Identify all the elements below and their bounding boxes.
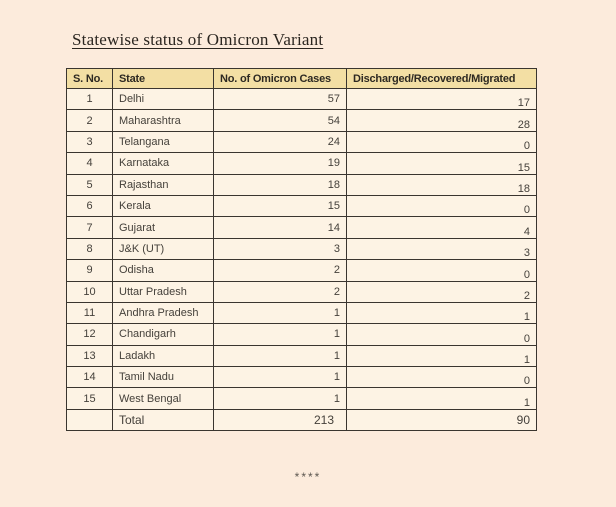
table-row	[67, 281, 537, 302]
cell-discharged: 1	[347, 302, 537, 323]
table-row	[67, 238, 537, 259]
table-row	[67, 388, 537, 409]
cell-discharged: 90	[347, 409, 537, 430]
cell-state: Odisha	[113, 260, 214, 281]
column-header-sno: S. No.	[67, 69, 113, 89]
cell-sno	[67, 409, 113, 430]
cell-state: Karnataka	[113, 153, 214, 174]
cell-sno: 5	[67, 174, 113, 195]
cell-discharged: 18	[347, 174, 537, 195]
cell-sno: 11	[67, 302, 113, 323]
table-row	[67, 345, 537, 366]
cell-state: Chandigarh	[113, 324, 214, 345]
cell-cases: 24	[214, 131, 347, 152]
cell-state: Gujarat	[113, 217, 214, 238]
footer-marks: ****	[294, 470, 322, 484]
cell-state: Andhra Pradesh	[113, 302, 214, 323]
cell-cases: 57	[214, 89, 347, 110]
cell-discharged: 0	[347, 131, 537, 152]
table-row	[67, 89, 537, 110]
cell-state: J&K (UT)	[113, 238, 214, 259]
cell-sno: 4	[67, 153, 113, 174]
column-header-discharged: Discharged/Recovered/Migrated	[347, 69, 537, 89]
table-row	[67, 324, 537, 345]
table-row	[67, 131, 537, 152]
cell-state: Kerala	[113, 195, 214, 216]
table-row	[67, 195, 537, 216]
cell-state: Maharashtra	[113, 110, 214, 131]
cell-cases: 18	[214, 174, 347, 195]
cell-cases: 1	[214, 324, 347, 345]
table-total-row	[67, 409, 537, 430]
cell-sno: 8	[67, 238, 113, 259]
cell-state: Uttar Pradesh	[113, 281, 214, 302]
cell-sno: 10	[67, 281, 113, 302]
cell-sno: 2	[67, 110, 113, 131]
cell-cases: 2	[214, 281, 347, 302]
table-header-row	[67, 69, 537, 89]
cell-cases: 15	[214, 195, 347, 216]
cell-discharged: 1	[347, 388, 537, 409]
cell-discharged: 0	[347, 367, 537, 388]
cell-discharged: 0	[347, 260, 537, 281]
omicron-status-table	[66, 68, 537, 431]
cell-cases: 1	[214, 302, 347, 323]
page-title: Statewise status of Omicron Variant	[72, 30, 324, 49]
cell-sno: 9	[67, 260, 113, 281]
cell-state: Rajasthan	[113, 174, 214, 195]
cell-sno: 6	[67, 195, 113, 216]
cell-sno: 7	[67, 217, 113, 238]
cell-cases: 19	[214, 153, 347, 174]
table-row	[67, 153, 537, 174]
cell-sno: 12	[67, 324, 113, 345]
cell-discharged: 2	[347, 281, 537, 302]
table-body	[67, 89, 537, 431]
cell-cases: 1	[214, 388, 347, 409]
cell-state: Tamil Nadu	[113, 367, 214, 388]
table-row	[67, 174, 537, 195]
cell-sno: 15	[67, 388, 113, 409]
table-header	[67, 69, 537, 89]
cell-state: Ladakh	[113, 345, 214, 366]
cell-cases: 14	[214, 217, 347, 238]
cell-cases: 3	[214, 238, 347, 259]
cell-sno: 3	[67, 131, 113, 152]
cell-discharged: 17	[347, 89, 537, 110]
cell-state: West Bengal	[113, 388, 214, 409]
cell-discharged: 3	[347, 238, 537, 259]
column-header-cases: No. of Omicron Cases	[214, 69, 347, 89]
cell-sno: 1	[67, 89, 113, 110]
table-row	[67, 110, 537, 131]
cell-cases: 213	[214, 409, 347, 430]
cell-discharged: 28	[347, 110, 537, 131]
cell-sno: 13	[67, 345, 113, 366]
column-header-state: State	[113, 69, 214, 89]
cell-discharged: 0	[347, 324, 537, 345]
cell-discharged: 0	[347, 195, 537, 216]
table-row	[67, 260, 537, 281]
cell-state: Telangana	[113, 131, 214, 152]
cell-discharged: 1	[347, 345, 537, 366]
cell-cases: 54	[214, 110, 347, 131]
cell-discharged: 15	[347, 153, 537, 174]
cell-state: Total	[113, 409, 214, 430]
cell-cases: 1	[214, 345, 347, 366]
table-row	[67, 367, 537, 388]
cell-discharged: 4	[347, 217, 537, 238]
cell-cases: 1	[214, 367, 347, 388]
cell-sno: 14	[67, 367, 113, 388]
cell-state: Delhi	[113, 89, 214, 110]
table-row	[67, 302, 537, 323]
cell-cases: 2	[214, 260, 347, 281]
table-row	[67, 217, 537, 238]
